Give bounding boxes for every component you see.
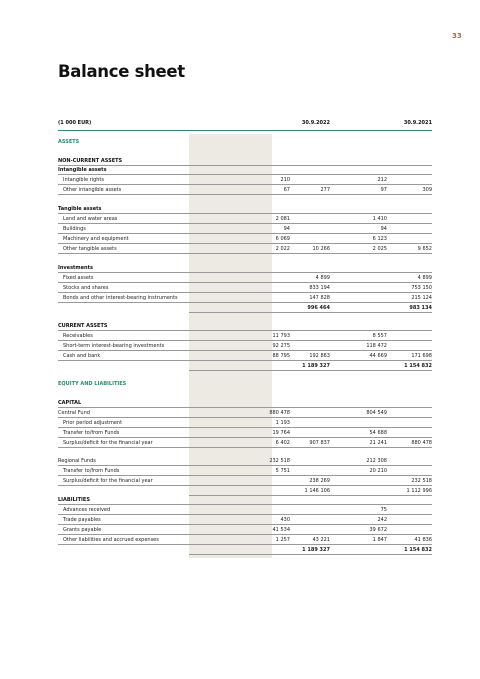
row-label: Intangible assets — [58, 167, 107, 173]
row-label: Investments — [58, 265, 93, 271]
table-row — [58, 419, 432, 428]
row-label: EQUITY AND LIABILITIES — [58, 381, 127, 387]
cell-c1: 11 793 — [272, 333, 290, 339]
table-row — [58, 264, 432, 273]
page-title: Balance sheet — [58, 62, 185, 81]
cell-c1: 41 534 — [272, 527, 290, 533]
cell-c4: 9 652 — [417, 246, 432, 252]
cell-c1: 67 — [283, 187, 290, 193]
row-label: Stocks and shares — [63, 285, 109, 291]
table-row — [58, 215, 432, 224]
cell-c2: 996 464 — [307, 305, 330, 311]
cell-c4: 753 150 — [411, 285, 432, 291]
cell-c4: 309 — [422, 187, 432, 193]
cell-c4: 232 518 — [411, 478, 432, 484]
row-label: Surplus/deficit for the financial year — [63, 478, 153, 484]
cell-c3: 94 — [380, 226, 387, 232]
table-row — [58, 332, 432, 341]
cell-c1: 232 518 — [269, 458, 290, 464]
cell-c3: 97 — [380, 187, 387, 193]
cell-c2: 1 189 327 — [302, 363, 330, 369]
cell-c1: 2 081 — [275, 216, 290, 222]
unit-label: (1 000 EUR) — [58, 120, 92, 126]
cell-c1: 94 — [283, 226, 290, 232]
table-row — [58, 225, 432, 234]
table-row — [58, 506, 432, 515]
table-row — [58, 138, 432, 147]
table-row — [58, 399, 432, 408]
row-label: Trade payables — [63, 517, 101, 523]
table-row — [58, 429, 432, 438]
row-label: ASSETS — [58, 139, 80, 145]
table-row — [58, 546, 432, 555]
column-header-2021: 30.9.2021 — [403, 120, 432, 126]
cell-c1: 92 275 — [272, 343, 290, 349]
header-rule — [58, 130, 432, 131]
cell-c4: 880 478 — [411, 440, 432, 446]
table-row — [58, 487, 432, 496]
table-row — [58, 362, 432, 371]
cell-c3: 212 308 — [366, 458, 387, 464]
row-label: Prior period adjustment — [63, 420, 123, 426]
row-label: Transfer to/from Funds — [63, 430, 120, 436]
table-row — [58, 166, 432, 175]
cell-c2: 1 146 106 — [304, 488, 330, 494]
cell-c1: 2 022 — [275, 246, 290, 252]
cell-c3: 8 557 — [372, 333, 387, 339]
row-label: CAPITAL — [58, 400, 82, 406]
cell-c1: 19 764 — [272, 430, 290, 436]
table-row — [58, 516, 432, 525]
table-row — [58, 284, 432, 293]
table-row — [58, 467, 432, 476]
cell-c3: 804 549 — [366, 410, 387, 416]
row-label: Cash and bank — [63, 353, 101, 359]
row-label: Receivables — [63, 333, 93, 339]
row-label: Advances received — [63, 507, 111, 513]
cell-c3: 2 025 — [372, 246, 387, 252]
cell-c3: 118 472 — [366, 343, 387, 349]
row-label: Central Fund — [58, 410, 90, 416]
row-label: Buildings — [63, 226, 86, 232]
cell-c3: 39 672 — [369, 527, 387, 533]
table-row — [58, 245, 432, 254]
row-label: Surplus/deficit for the financial year — [63, 440, 153, 446]
cell-c4: 1 154 832 — [404, 363, 432, 369]
cell-c2: 4 899 — [315, 275, 330, 281]
row-label: LIABILITIES — [58, 497, 90, 503]
row-label: Other liabilities and accrued expenses — [63, 537, 159, 543]
cell-c4: 215 124 — [411, 295, 432, 301]
row-label: Transfer to/from Funds — [63, 468, 120, 474]
table-row — [58, 176, 432, 185]
row-label: Fixed assets — [63, 275, 94, 281]
cell-c1: 6 402 — [275, 440, 290, 446]
cell-c1: 6 069 — [275, 236, 290, 242]
cell-c4: 1 154 832 — [404, 547, 432, 553]
row-label: Bonds and other interest-bearing instruments — [63, 295, 178, 301]
table-row — [58, 439, 432, 448]
cell-c3: 212 — [377, 177, 387, 183]
cell-c2: 147 828 — [309, 295, 330, 301]
cell-c3: 6 123 — [372, 236, 387, 242]
table-row — [58, 322, 432, 331]
column-header-2022: 30.9.2022 — [301, 120, 330, 126]
table-row — [58, 457, 432, 466]
cell-c2: 43 221 — [312, 537, 330, 543]
cell-c2: 238 269 — [309, 478, 330, 484]
table-row — [58, 205, 432, 214]
cell-c1: 88 795 — [272, 353, 290, 359]
row-label: NON-CURRENT ASSETS — [58, 158, 123, 164]
table-row — [58, 304, 432, 313]
cell-c2: 277 — [320, 187, 330, 193]
cell-c2: 192 863 — [309, 353, 330, 359]
row-label: Tangible assets — [58, 206, 102, 212]
row-label: Regional Funds — [58, 458, 96, 464]
cell-c2: 833 194 — [309, 285, 330, 291]
cell-c3: 242 — [377, 517, 387, 523]
table-row — [58, 526, 432, 535]
row-label: Intangible rights — [63, 177, 104, 183]
row-label: Short-term interest-bearing investments — [63, 343, 165, 349]
table-row — [58, 496, 432, 505]
table-row — [58, 536, 432, 545]
row-label: Land and water areas — [63, 216, 118, 222]
cell-c3: 54 688 — [369, 430, 387, 436]
table-row — [58, 477, 432, 486]
cell-c3: 1 410 — [372, 216, 387, 222]
table-row — [58, 409, 432, 418]
table-row — [58, 380, 432, 389]
cell-c1: 430 — [280, 517, 290, 523]
cell-c4: 4 899 — [417, 275, 432, 281]
row-label: CURRENT ASSETS — [58, 323, 108, 329]
cell-c2: 907 837 — [309, 440, 330, 446]
cell-c3: 21 241 — [369, 440, 387, 446]
row-label: Other tangible assets — [63, 246, 117, 252]
cell-c1: 210 — [280, 177, 290, 183]
cell-c3: 1 847 — [372, 537, 387, 543]
cell-c2: 10 266 — [312, 246, 330, 252]
row-label: Grants payable — [63, 527, 102, 533]
row-label: Machinery and equipment — [63, 236, 129, 242]
table-row — [58, 235, 432, 244]
cell-c1: 880 478 — [269, 410, 290, 416]
cell-c2: 1 189 327 — [302, 547, 330, 553]
cell-c1: 5 751 — [275, 468, 290, 474]
cell-c1: 1 193 — [275, 420, 290, 426]
page-number: 33 — [452, 32, 462, 40]
cell-c4: 41 836 — [414, 537, 432, 543]
cell-c4: 983 134 — [409, 305, 432, 311]
table-row — [58, 342, 432, 351]
table-header — [58, 119, 432, 128]
cell-c3: 20 210 — [369, 468, 387, 474]
table-row — [58, 294, 432, 303]
cell-c4: 1 112 996 — [406, 488, 432, 494]
table-row — [58, 157, 432, 166]
cell-c3: 44 669 — [369, 353, 387, 359]
table-row — [58, 186, 432, 195]
cell-c4: 171 698 — [411, 353, 432, 359]
table-row — [58, 352, 432, 361]
cell-c3: 75 — [380, 507, 387, 513]
row-label: Other intangible assets — [63, 187, 122, 193]
table-row — [58, 274, 432, 283]
cell-c1: 1 257 — [275, 537, 290, 543]
